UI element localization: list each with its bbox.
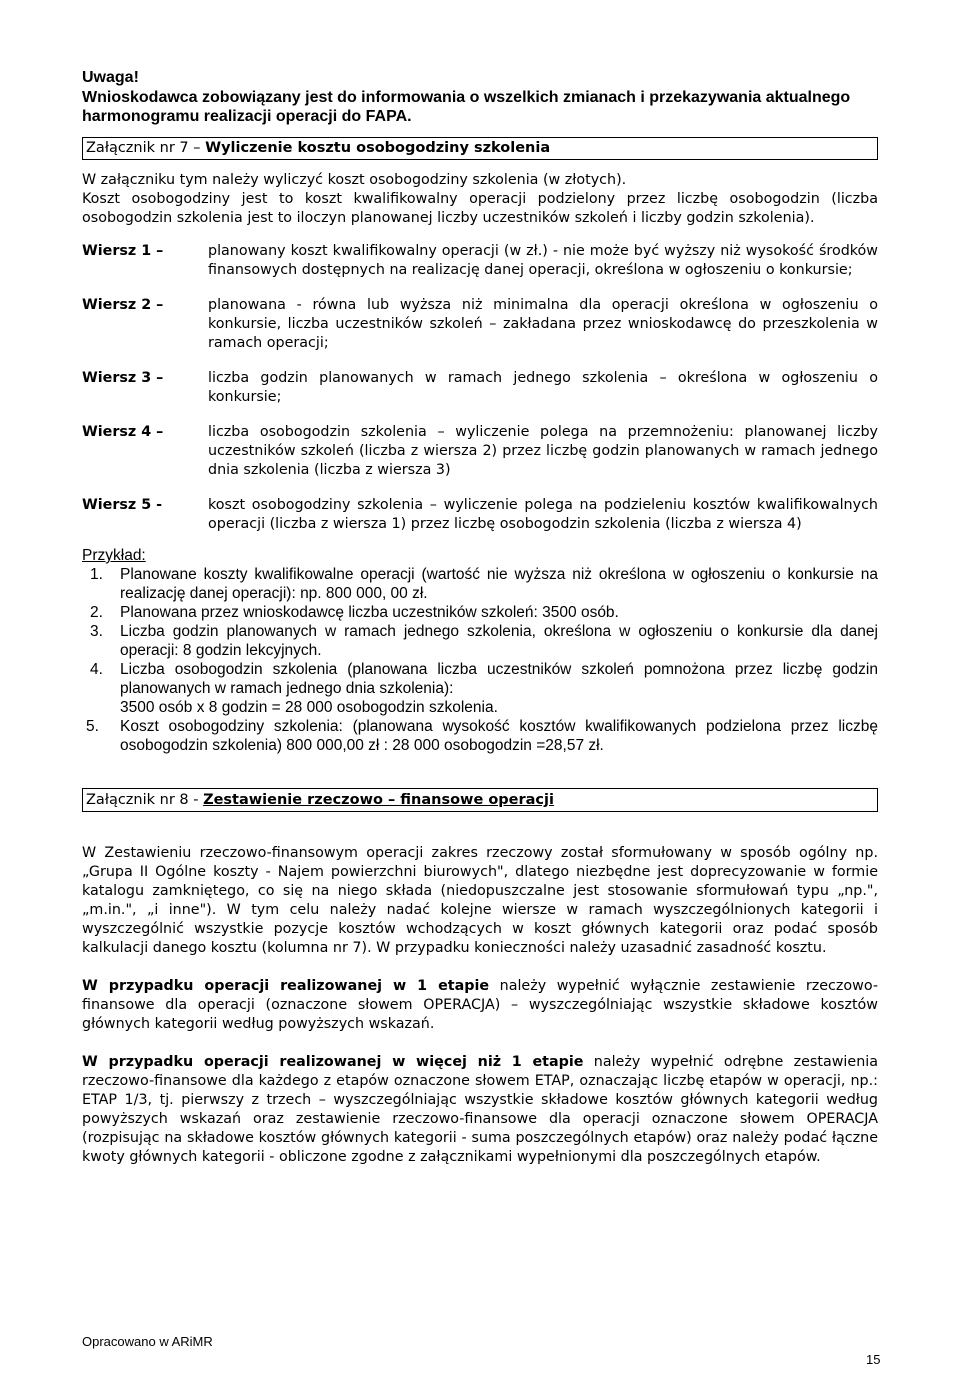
annex7-intro1: W załączniku tym należy wyliczyć koszt osobogodziny szkolenia (w złotych).	[82, 172, 627, 188]
footer-source: Opracowano w ARiMR	[82, 1334, 213, 1349]
annex7-rows	[82, 242, 878, 534]
example-num: 4.	[90, 661, 103, 678]
annex7-header	[82, 137, 878, 160]
warning-title: Uwaga!	[82, 69, 139, 86]
example-list	[82, 565, 878, 755]
example-num: 5.	[86, 718, 99, 735]
row-text: koszt osobogodziny szkolenia – wyliczenie polega na podzieleniu kosztów kwalifikowalnych operacji (liczba z wiersza 1) przez liczbę osobogodzin szkolenia (liczba z wiersza 4)	[208, 497, 878, 532]
annex8-prefix: Załącznik nr 8 -	[86, 792, 199, 808]
row-text: planowany koszt kwalifikowalny operacji (w zł.) - nie może być wyższy niż wysokość środków finansowych dostępnych na realizację danej operacji, określona w ogłoszeniu o konkursie;	[208, 243, 878, 278]
warning-text: Wnioskodawca zobowiązany jest do informowania o wszelkich zmianach i przekazywania aktualnego harmonogramu realizacji operacji do FAPA.	[82, 89, 851, 125]
annex8-header	[82, 788, 878, 812]
row-label: Wiersz 1 –	[82, 243, 164, 259]
example-text: Liczba osobogodzin szkolenia (planowana liczba uczestników szkoleń pomnożona przez liczbę godzin planowanych w ramach jednego dnia szkolenia):	[120, 661, 878, 697]
example-text: Liczba godzin planowanych w ramach jednego szkolenia, określona w ogłoszeniu o konkursie dla danej operacji: 8 godzin lekcyjnych.	[120, 623, 878, 659]
page-number: 15	[866, 1352, 881, 1367]
example-item	[82, 717, 878, 755]
example4-calc: 3500 osób x 8 godzin = 28 000 osobogodzin szkolenia.	[120, 699, 498, 716]
document-page	[82, 68, 878, 1186]
example-item	[82, 622, 878, 660]
row-definition	[82, 496, 878, 534]
row-definition	[82, 369, 878, 407]
annex8-para3	[82, 1053, 878, 1167]
row-label: Wiersz 4 –	[82, 424, 164, 440]
annex8-para1: W Zestawieniu rzeczowo-finansowym operacji zakres rzeczowy został sformułowany w sposób ogólny np. „Grupa II Ogólne koszty - Najem powierzchni biurowych", dlatego niezbędne jest doprecyzowanie w formie katalogu zamkniętego, co się na niego składa (niedopuszczalne jest stosowanie sformułowań typu „np.", „m.in.", „i inne"). W tym celu należy nadać kolejne wiersze w ramach wyszczególnionych kategorii i wyszczególnić wszystkie pozycje kosztów wchodzących w koszt głównych kategorii oraz podać sposób kalkulacji danego kosztu (kolumna nr 7). W przypadku konieczności należy uzasadnić zasadność kosztu.	[82, 845, 878, 956]
row-label: Wiersz 5 -	[82, 497, 163, 513]
example-text: Planowane koszty kwalifikowalne operacji (wartość nie wyższa niż określona w ogłoszeniu o konkursie na realizację danej operacji): np. 800 000, 00 zł.	[120, 566, 878, 602]
example-text: Koszt osobogodziny szkolenia: (planowana wysokość kosztów kwalifikowanych podzielona przez liczbę osobogodzin szkolenia) 800 000,00 zł : 28 000 osobogodzin =28,57 zł.	[120, 718, 878, 754]
row-definition	[82, 296, 878, 353]
example-title: Przykład:	[82, 547, 146, 564]
annex8-title: Zestawienie rzeczowo – finansowe operacji	[203, 792, 554, 808]
example-num: 2.	[90, 604, 103, 621]
row-text: liczba godzin planowanych w ramach jednego szkolenia – określona w ogłoszeniu o konkursie;	[208, 370, 878, 405]
annex8-para2-rest: należy wypełnić wyłącznie zestawienie rzeczowo-finansowe dla operacji (oznaczone słowem OPERACJA) – wyszczególniając wszystkie składowe kosztów głównych kategorii według powyższych wskazań.	[82, 978, 878, 1032]
annex8-para2-bold: W przypadku operacji realizowanej w 1 etapie	[82, 978, 490, 994]
row-label: Wiersz 3 –	[82, 370, 164, 386]
row-label: Wiersz 2 –	[82, 297, 164, 313]
annex8-para3-rest: należy wypełnić odrębne zestawienia rzeczowo-finansowe dla każdego z etapów oznaczone słowem ETAP, oznaczając liczbę etapów w operacji, np.: ETAP 1/3, tj. pierwszy z trzech – wyszczególniając wszystkie składowe kosztów głównych kategorii według powyższych wskazań oraz zestawienie rzeczowo-finansowe dla operacji oznaczone słowem OPERACJA (rozpisując na składowe kosztów głównych kategorii - suma poszczególnych etapów) oraz należy podać łączne kwoty głównych kategorii - obliczone zgodne z załącznikami wypełnionymi dla poszczególnych etapów.	[82, 1054, 878, 1165]
annex7-intro2: Koszt osobogodziny jest to koszt kwalifikowalny operacji podzielony przez liczbę osobogodzin (liczba osobogodzin szkolenia jest to iloczyn planowanej liczby uczestników szkoleń i liczby godzin szkolenia).	[82, 191, 878, 226]
row-text: liczba osobogodzin szkolenia – wyliczenie polega na przemnożeniu: planowanej liczby uczestników szkoleń (liczba z wiersza 2) przez liczbę godzin planowanych w ramach jednego dnia szkolenia (liczba z wiersza 3)	[208, 424, 878, 478]
example-num: 3.	[90, 623, 103, 640]
example-text: Planowana przez wnioskodawcę liczba uczestników szkoleń: 3500 osób.	[120, 604, 619, 621]
example-item	[82, 603, 878, 622]
example-item	[82, 565, 878, 603]
row-text: planowana - równa lub wyższa niż minimalna dla operacji określona w ogłoszeniu o konkursie, liczba uczestników szkoleń – zakładana przez wnioskodawcę do przeszkolenia w ramach operacji;	[208, 297, 878, 351]
annex7-prefix: Załącznik nr 7 –	[86, 140, 201, 156]
example-item	[82, 660, 878, 698]
annex7-title: Wyliczenie kosztu osobogodziny szkolenia	[205, 140, 551, 156]
row-definition	[82, 242, 878, 280]
row-definition	[82, 423, 878, 480]
example-num: 1.	[90, 566, 103, 583]
annex8-para2	[82, 977, 878, 1034]
annex8-para3-bold: W przypadku operacji realizowanej w więcej niż 1 etapie	[82, 1054, 584, 1070]
